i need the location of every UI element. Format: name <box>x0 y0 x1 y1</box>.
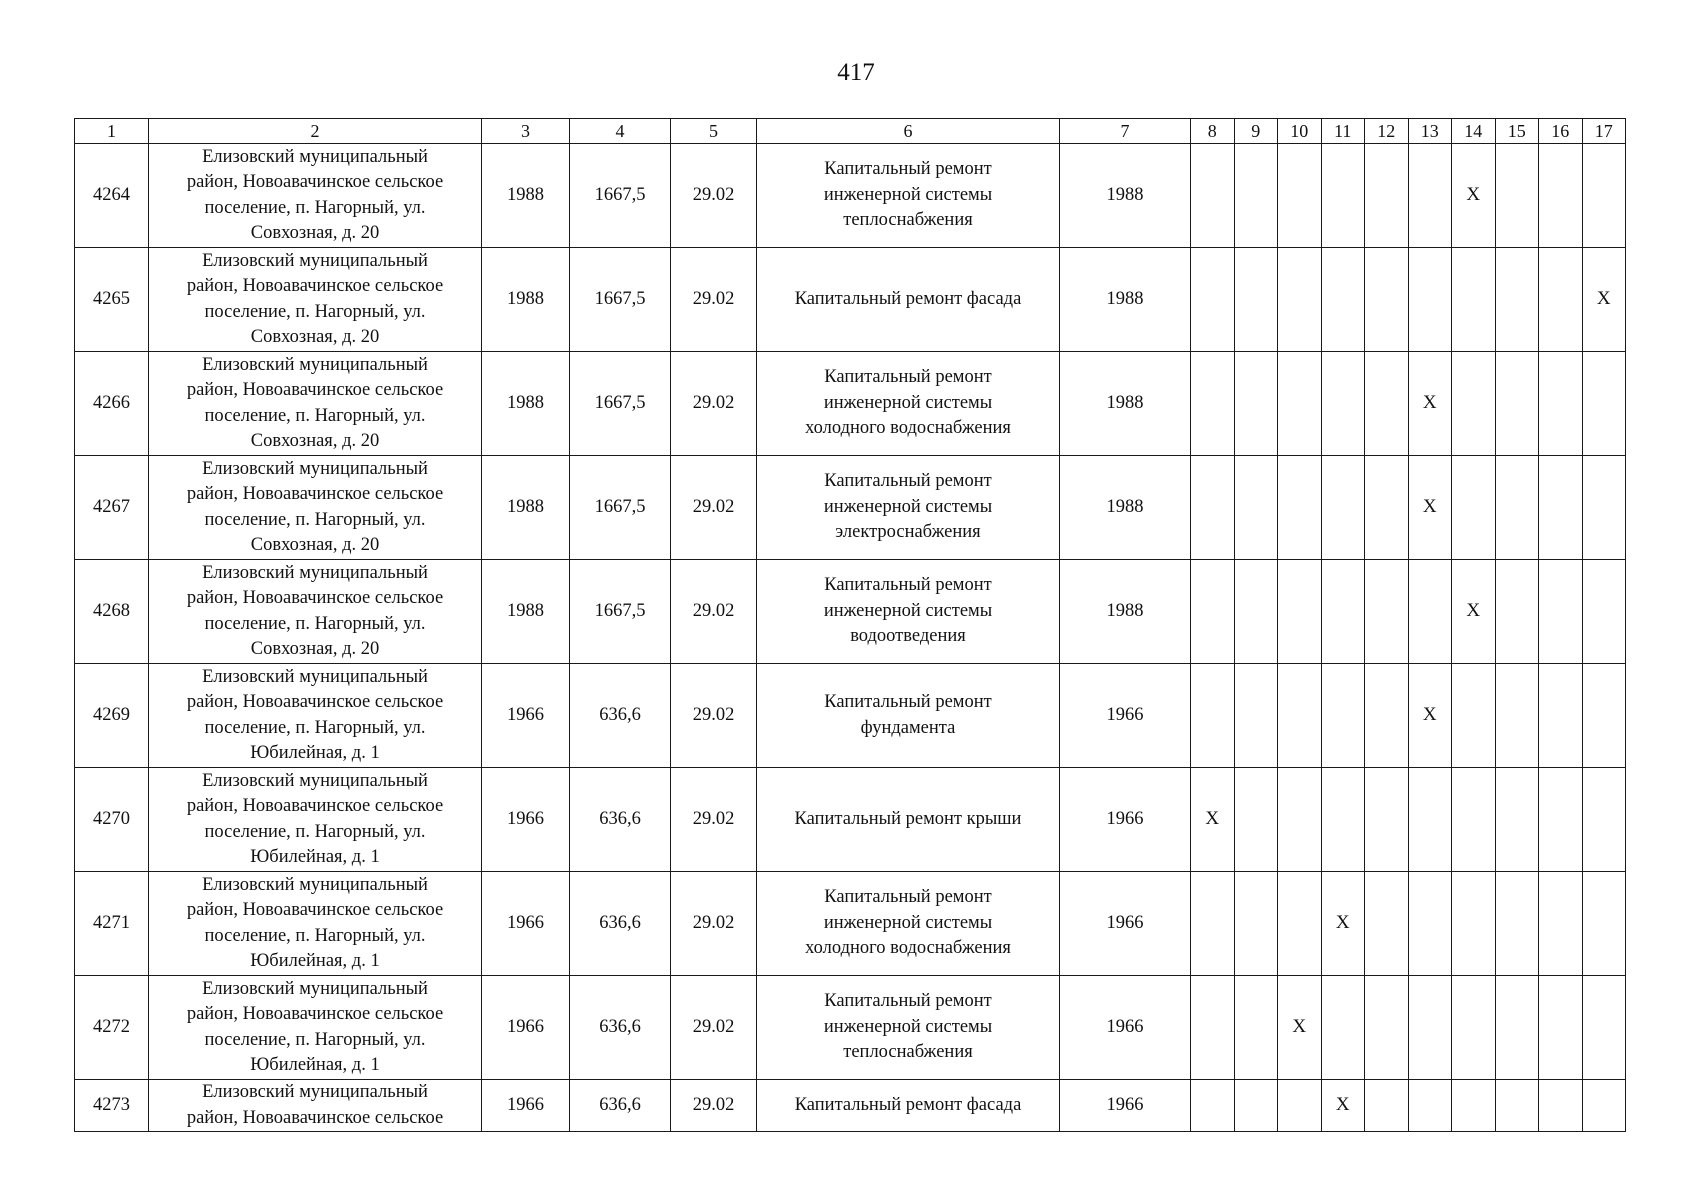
empty-period-cell <box>1191 664 1235 768</box>
address-line: район, Новоавачинское сельское <box>186 172 444 192</box>
empty-period-cell <box>1365 456 1409 560</box>
area-cell: 1667,5 <box>570 352 671 456</box>
table-row <box>75 144 1626 248</box>
column-number-header: 5 <box>671 119 757 144</box>
year-cell: 1988 <box>482 248 570 352</box>
address-line: поселение, п. Нагорный, ул. <box>204 1029 426 1050</box>
mark-cell <box>1321 872 1365 976</box>
column-number-header: 14 <box>1452 119 1496 144</box>
work-year-cell: 1988 <box>1060 456 1191 560</box>
mark-cell <box>1408 352 1452 456</box>
row-id-cell: 4270 <box>75 768 149 872</box>
empty-period-cell <box>1452 248 1496 352</box>
work-year-cell: 1988 <box>1060 352 1191 456</box>
empty-period-cell <box>1278 352 1322 456</box>
address-line: район, Новоавачинское сельское <box>186 380 444 400</box>
address-cell <box>149 872 482 976</box>
column-number-header: 10 <box>1278 119 1322 144</box>
work-type-line: инженерной системы <box>823 912 993 933</box>
empty-period-cell <box>1321 560 1365 664</box>
mark-cell <box>1452 144 1496 248</box>
code-cell: 29.02 <box>671 248 757 352</box>
address-line: Елизовский муниципальный <box>202 978 428 999</box>
column-number-header: 12 <box>1365 119 1409 144</box>
empty-period-cell <box>1452 872 1496 976</box>
code-cell: 29.02 <box>671 560 757 664</box>
area-cell: 636,6 <box>570 768 671 872</box>
work-type-cell <box>757 976 1060 1080</box>
address-line: Елизовский муниципальный <box>202 250 428 271</box>
year-cell: 1988 <box>482 560 570 664</box>
address-line: поселение, п. Нагорный, ул. <box>204 717 426 738</box>
empty-period-cell <box>1539 248 1583 352</box>
empty-period-cell <box>1539 144 1583 248</box>
address-cell <box>149 560 482 664</box>
empty-period-cell <box>1539 352 1583 456</box>
table-row <box>75 768 1626 872</box>
area-cell: 1667,5 <box>570 560 671 664</box>
year-cell: 1988 <box>482 144 570 248</box>
empty-period-cell <box>1278 560 1322 664</box>
empty-period-cell <box>1365 560 1409 664</box>
address-cell <box>149 976 482 1080</box>
address-cell <box>149 664 482 768</box>
address-line: поселение, п. Нагорный, ул. <box>204 301 426 322</box>
empty-period-cell <box>1191 1080 1235 1132</box>
empty-period-cell <box>1582 976 1626 1080</box>
address-cell <box>149 456 482 560</box>
empty-period-cell <box>1495 872 1539 976</box>
empty-period-cell <box>1495 248 1539 352</box>
address-line: Елизовский муниципальный <box>202 770 428 791</box>
work-year-cell: 1966 <box>1060 872 1191 976</box>
empty-period-cell <box>1191 872 1235 976</box>
mark-cell <box>1582 248 1626 352</box>
table-body <box>75 119 1626 1132</box>
table-row <box>75 456 1626 560</box>
empty-period-cell <box>1408 768 1452 872</box>
address-cell <box>149 1080 482 1132</box>
empty-period-cell <box>1234 456 1278 560</box>
address-line: поселение, п. Нагорный, ул. <box>204 613 426 634</box>
empty-period-cell <box>1321 456 1365 560</box>
mark-cell <box>1408 664 1452 768</box>
address-line: Юбилейная, д. 1 <box>250 951 380 971</box>
empty-period-cell <box>1408 1080 1452 1132</box>
empty-period-cell <box>1191 144 1235 248</box>
empty-period-cell <box>1495 144 1539 248</box>
address-line: район, Новоавачинское сельское <box>186 1107 444 1128</box>
year-cell: 1966 <box>482 1080 570 1132</box>
address-cell <box>149 352 482 456</box>
table-row <box>75 872 1626 976</box>
column-number-header: 13 <box>1408 119 1452 144</box>
work-year-cell: 1988 <box>1060 248 1191 352</box>
empty-period-cell <box>1539 1080 1583 1132</box>
work-type-line: водоотведения <box>850 626 966 647</box>
empty-period-cell <box>1495 352 1539 456</box>
column-number-header: 3 <box>482 119 570 144</box>
work-type-cell <box>757 560 1060 664</box>
address-line: Елизовский муниципальный <box>202 458 428 479</box>
x-mark: X <box>1422 704 1437 726</box>
empty-period-cell <box>1321 664 1365 768</box>
work-type-line: Капитальный ремонт <box>824 159 992 180</box>
year-cell: 1966 <box>482 976 570 1080</box>
work-type-line: Капитальный ремонт <box>824 991 992 1012</box>
address-line: поселение, п. Нагорный, ул. <box>204 821 426 842</box>
column-number-header: 17 <box>1582 119 1626 144</box>
work-year-cell: 1966 <box>1060 768 1191 872</box>
work-type-line: инженерной системы <box>823 600 993 621</box>
work-year-cell: 1988 <box>1060 144 1191 248</box>
empty-period-cell <box>1365 976 1409 1080</box>
work-type-line: инженерной системы <box>823 1016 993 1037</box>
row-id-cell: 4272 <box>75 976 149 1080</box>
work-type-line: фундамента <box>860 717 956 738</box>
empty-period-cell <box>1539 560 1583 664</box>
work-year-cell: 1966 <box>1060 1080 1191 1132</box>
work-type-line: Капитальный ремонт <box>824 471 992 492</box>
address-line: Елизовский муниципальный <box>202 1082 428 1102</box>
work-type-line: Капитальный ремонт фасада <box>794 288 1022 309</box>
address-line: Елизовский муниципальный <box>202 666 428 687</box>
area-cell: 636,6 <box>570 664 671 768</box>
empty-period-cell <box>1495 976 1539 1080</box>
work-type-line: инженерной системы <box>823 392 993 413</box>
year-cell: 1988 <box>482 352 570 456</box>
empty-period-cell <box>1495 1080 1539 1132</box>
address-line: район, Новоавачинское сельское <box>186 900 444 920</box>
x-mark: X <box>1335 1094 1350 1116</box>
code-cell: 29.02 <box>671 872 757 976</box>
row-id-cell: 4264 <box>75 144 149 248</box>
empty-period-cell <box>1582 352 1626 456</box>
empty-period-cell <box>1452 768 1496 872</box>
code-cell: 29.02 <box>671 352 757 456</box>
empty-period-cell <box>1539 976 1583 1080</box>
empty-period-cell <box>1408 976 1452 1080</box>
empty-period-cell <box>1234 664 1278 768</box>
area-cell: 636,6 <box>570 872 671 976</box>
empty-period-cell <box>1495 664 1539 768</box>
x-mark: X <box>1292 1016 1307 1038</box>
empty-period-cell <box>1278 768 1322 872</box>
empty-period-cell <box>1278 248 1322 352</box>
address-cell <box>149 248 482 352</box>
work-type-line: Капитальный ремонт <box>824 887 992 908</box>
empty-period-cell <box>1408 248 1452 352</box>
mark-cell <box>1278 976 1322 1080</box>
empty-period-cell <box>1234 560 1278 664</box>
work-year-cell: 1966 <box>1060 976 1191 1080</box>
work-type-line: теплоснабжения <box>843 1042 973 1063</box>
row-id-cell: 4266 <box>75 352 149 456</box>
address-line: район, Новоавачинское сельское <box>186 1004 444 1024</box>
empty-period-cell <box>1234 872 1278 976</box>
row-id-cell: 4267 <box>75 456 149 560</box>
year-cell: 1966 <box>482 872 570 976</box>
empty-period-cell <box>1234 768 1278 872</box>
work-type-line: холодного водоснабжения <box>805 938 1011 959</box>
work-type-cell <box>757 144 1060 248</box>
area-cell: 1667,5 <box>570 456 671 560</box>
work-type-line: инженерной системы <box>823 184 993 205</box>
address-line: Юбилейная, д. 1 <box>250 847 380 867</box>
empty-period-cell <box>1365 144 1409 248</box>
table-row <box>75 976 1626 1080</box>
address-line: Совхозная, д. 20 <box>250 223 380 243</box>
area-cell: 1667,5 <box>570 248 671 352</box>
empty-period-cell <box>1234 976 1278 1080</box>
empty-period-cell <box>1278 456 1322 560</box>
empty-period-cell <box>1191 352 1235 456</box>
empty-period-cell <box>1582 144 1626 248</box>
x-mark: X <box>1422 496 1437 518</box>
empty-period-cell <box>1539 456 1583 560</box>
work-year-cell: 1966 <box>1060 664 1191 768</box>
empty-period-cell <box>1191 248 1235 352</box>
work-type-cell <box>757 872 1060 976</box>
empty-period-cell <box>1321 248 1365 352</box>
code-cell: 29.02 <box>671 768 757 872</box>
empty-period-cell <box>1191 456 1235 560</box>
x-mark: X <box>1335 912 1350 934</box>
empty-period-cell <box>1191 976 1235 1080</box>
work-type-line: теплоснабжения <box>843 210 973 231</box>
row-id-cell: 4271 <box>75 872 149 976</box>
empty-period-cell <box>1321 768 1365 872</box>
code-cell: 29.02 <box>671 976 757 1080</box>
code-cell: 29.02 <box>671 144 757 248</box>
mark-cell <box>1452 560 1496 664</box>
x-mark: X <box>1205 808 1220 830</box>
code-cell: 29.02 <box>671 664 757 768</box>
address-line: Юбилейная, д. 1 <box>250 743 380 763</box>
table-row <box>75 352 1626 456</box>
column-number-header: 4 <box>570 119 671 144</box>
empty-period-cell <box>1365 248 1409 352</box>
area-cell: 636,6 <box>570 976 671 1080</box>
address-line: район, Новоавачинское сельское <box>186 692 444 712</box>
empty-period-cell <box>1452 352 1496 456</box>
row-id-cell: 4273 <box>75 1080 149 1132</box>
empty-period-cell <box>1365 768 1409 872</box>
empty-period-cell <box>1495 456 1539 560</box>
table-row <box>75 248 1626 352</box>
mark-cell <box>1321 1080 1365 1132</box>
address-line: Елизовский муниципальный <box>202 146 428 167</box>
repair-schedule-table <box>74 118 1626 1132</box>
empty-period-cell <box>1278 872 1322 976</box>
empty-period-cell <box>1539 872 1583 976</box>
year-cell: 1966 <box>482 768 570 872</box>
work-type-line: Капитальный ремонт крыши <box>794 808 1022 829</box>
table-row <box>75 664 1626 768</box>
row-id-cell: 4269 <box>75 664 149 768</box>
address-line: поселение, п. Нагорный, ул. <box>204 509 426 530</box>
work-type-cell <box>757 768 1060 872</box>
mark-cell <box>1408 456 1452 560</box>
empty-period-cell <box>1582 664 1626 768</box>
mark-cell <box>1191 768 1235 872</box>
empty-period-cell <box>1582 872 1626 976</box>
empty-period-cell <box>1321 976 1365 1080</box>
column-number-header: 11 <box>1321 119 1365 144</box>
work-type-cell <box>757 352 1060 456</box>
address-line: Юбилейная, д. 1 <box>250 1055 380 1075</box>
column-number-header: 1 <box>75 119 149 144</box>
empty-period-cell <box>1582 1080 1626 1132</box>
address-line: поселение, п. Нагорный, ул. <box>204 925 426 946</box>
empty-period-cell <box>1539 664 1583 768</box>
area-cell: 1667,5 <box>570 144 671 248</box>
address-line: район, Новоавачинское сельское <box>186 276 444 296</box>
empty-period-cell <box>1495 560 1539 664</box>
empty-period-cell <box>1408 872 1452 976</box>
work-type-line: Капитальный ремонт <box>824 575 992 596</box>
x-mark: X <box>1466 184 1481 206</box>
address-line: Совхозная, д. 20 <box>250 535 380 555</box>
empty-period-cell <box>1452 976 1496 1080</box>
empty-period-cell <box>1321 352 1365 456</box>
address-cell <box>149 144 482 248</box>
empty-period-cell <box>1408 560 1452 664</box>
empty-period-cell <box>1365 664 1409 768</box>
empty-period-cell <box>1452 456 1496 560</box>
address-line: поселение, п. Нагорный, ул. <box>204 197 426 218</box>
empty-period-cell <box>1278 144 1322 248</box>
work-type-cell <box>757 248 1060 352</box>
work-type-line: Капитальный ремонт <box>824 367 992 388</box>
row-id-cell: 4268 <box>75 560 149 664</box>
empty-period-cell <box>1278 1080 1322 1132</box>
empty-period-cell <box>1582 768 1626 872</box>
row-id-cell: 4265 <box>75 248 149 352</box>
area-cell: 636,6 <box>570 1080 671 1132</box>
empty-period-cell <box>1452 1080 1496 1132</box>
column-number-header: 15 <box>1495 119 1539 144</box>
work-year-cell: 1988 <box>1060 560 1191 664</box>
work-type-line: инженерной системы <box>823 496 993 517</box>
empty-period-cell <box>1408 144 1452 248</box>
work-type-line: Капитальный ремонт фасада <box>794 1094 1022 1115</box>
empty-period-cell <box>1582 560 1626 664</box>
address-line: Елизовский муниципальный <box>202 874 428 895</box>
address-line: поселение, п. Нагорный, ул. <box>204 405 426 426</box>
empty-period-cell <box>1234 248 1278 352</box>
code-cell: 29.02 <box>671 456 757 560</box>
address-cell <box>149 768 482 872</box>
empty-period-cell <box>1234 352 1278 456</box>
empty-period-cell <box>1234 1080 1278 1132</box>
empty-period-cell <box>1365 352 1409 456</box>
page-number: 417 <box>837 59 875 86</box>
work-type-line: холодного водоснабжения <box>805 418 1011 439</box>
column-number-row <box>75 119 1626 144</box>
work-type-cell <box>757 1080 1060 1132</box>
column-number-header: 9 <box>1234 119 1278 144</box>
year-cell: 1966 <box>482 664 570 768</box>
empty-period-cell <box>1321 144 1365 248</box>
work-type-cell <box>757 664 1060 768</box>
column-number-header: 2 <box>149 119 482 144</box>
empty-period-cell <box>1582 456 1626 560</box>
address-line: район, Новоавачинское сельское <box>186 484 444 504</box>
address-line: Совхозная, д. 20 <box>250 639 380 659</box>
work-type-line: Капитальный ремонт <box>824 692 992 712</box>
work-type-cell <box>757 456 1060 560</box>
address-line: район, Новоавачинское сельское <box>186 588 444 608</box>
code-cell: 29.02 <box>671 1080 757 1132</box>
column-number-header: 6 <box>757 119 1060 144</box>
empty-period-cell <box>1234 144 1278 248</box>
table-row <box>75 1080 1626 1132</box>
empty-period-cell <box>1191 560 1235 664</box>
empty-period-cell <box>1539 768 1583 872</box>
address-line: Совхозная, д. 20 <box>250 431 380 451</box>
address-line: Елизовский муниципальный <box>202 562 428 583</box>
address-line: район, Новоавачинское сельское <box>186 796 444 816</box>
empty-period-cell <box>1452 664 1496 768</box>
column-number-header: 8 <box>1191 119 1235 144</box>
column-number-header: 16 <box>1539 119 1583 144</box>
year-cell: 1988 <box>482 456 570 560</box>
x-mark: X <box>1466 600 1481 622</box>
column-number-header: 7 <box>1060 119 1191 144</box>
empty-period-cell <box>1365 872 1409 976</box>
address-line: Совхозная, д. 20 <box>250 327 380 347</box>
x-mark: X <box>1596 288 1611 310</box>
empty-period-cell <box>1495 768 1539 872</box>
address-line: Елизовский муниципальный <box>202 354 428 375</box>
table-row <box>75 560 1626 664</box>
work-type-line: электроснабжения <box>835 522 981 543</box>
empty-period-cell <box>1278 664 1322 768</box>
x-mark: X <box>1422 392 1437 414</box>
empty-period-cell <box>1365 1080 1409 1132</box>
